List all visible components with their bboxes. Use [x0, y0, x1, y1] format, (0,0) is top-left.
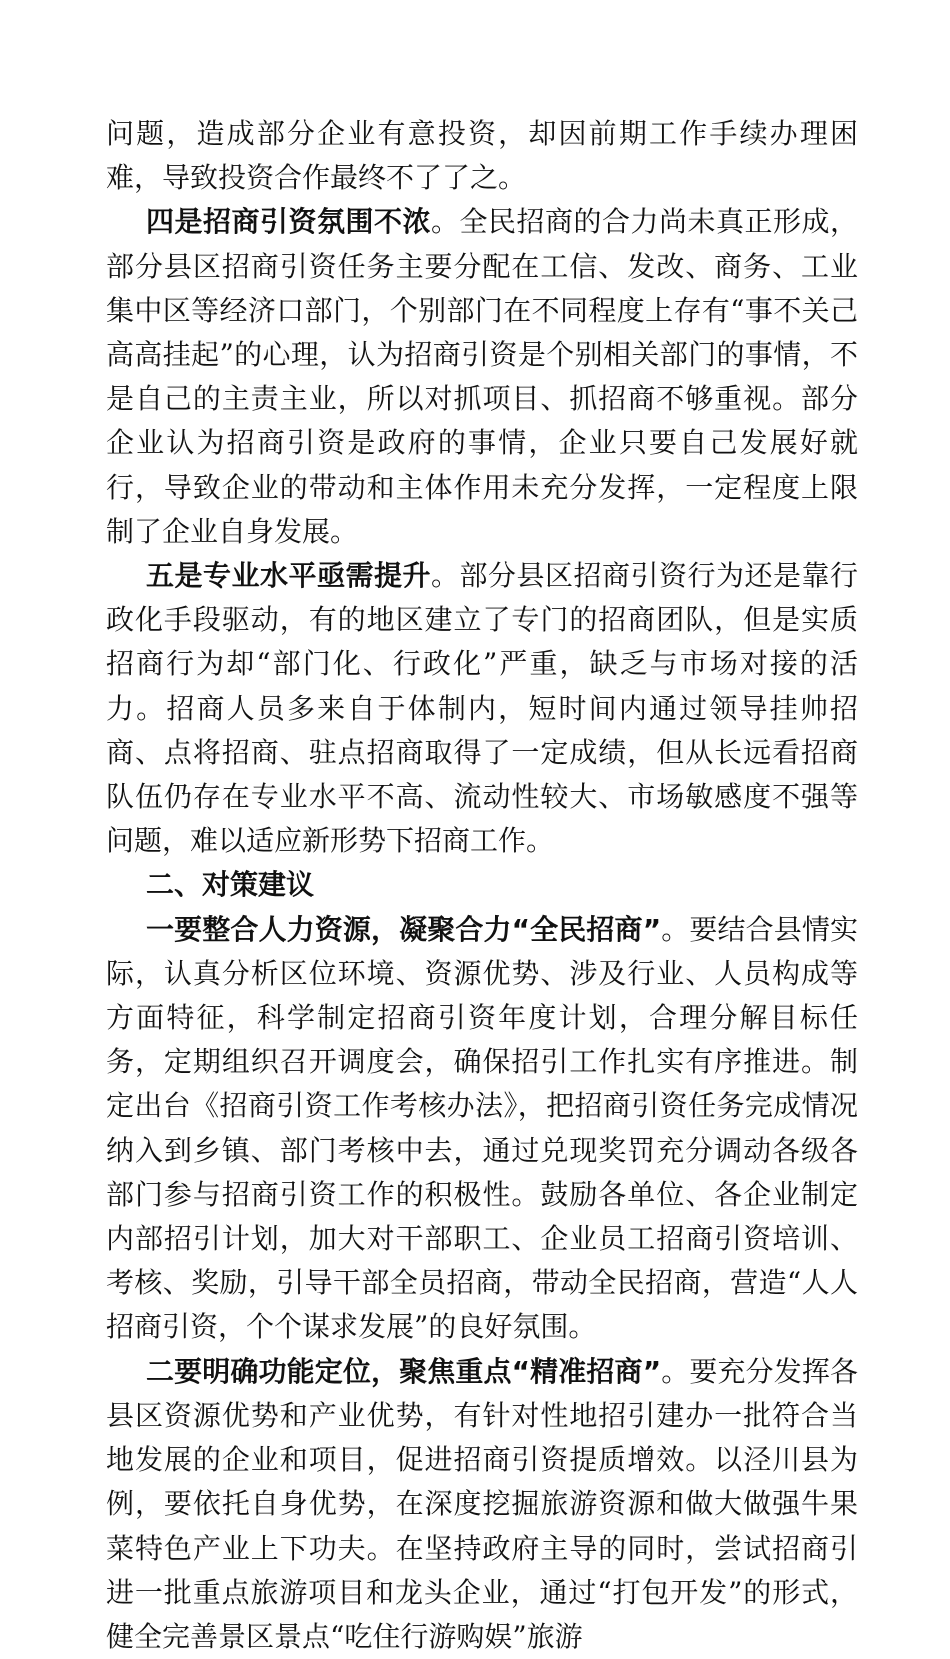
- paragraph-precise-investment: [106, 1350, 858, 1659]
- paragraph-continuation: [106, 112, 858, 200]
- paragraph-text: 问题，造成部分企业有意投资，却因前期工作手续办理困难，导致投资合作最终不了了之。: [106, 117, 858, 195]
- paragraph-lead: 四是招商引资氛围不浓: [146, 205, 431, 239]
- paragraph-text: 。部分县区招商引资行为还是靠行政化手段驱动，有的地区建立了专门的招商团队，但是实质招商行为却“部门化、行政化”严重，缺乏与市场对接的活力。招商人员多来自于体制内，短时间内通过领导挂帅招商、点将招商、驻点招商取得了一定成绩，但从长远看招商队伍仍存在专业水平不高、流动性较大、市场敏感度不强等问题，难以适应新形势下招商工作。: [106, 559, 858, 858]
- paragraph-text: 。全民招商的合力尚未真正形成，部分县区招商引资任务主要分配在工信、发改、商务、工业集中区等经济口部门，个别部门在不同程度上存有“事不关己高高挂起”的心理，认为招商引资是个别相关部门的事情，不是自己的主责主业，所以对抓项目、抓招商不够重视。部分企业认为招商引资是政府的事情，企业只要自己发展好就行，导致企业的带动和主体作用未充分发挥，一定程度上限制了企业自身发展。: [106, 205, 858, 548]
- document-page: [106, 112, 858, 1659]
- paragraph-integrate-resources: [106, 908, 858, 1350]
- paragraph-atmosphere: [106, 200, 858, 554]
- paragraph-lead: 二要明确功能定位，聚焦重点“精准招商”: [146, 1354, 662, 1388]
- paragraph-text: 。要结合县情实际，认真分析区位环境、资源优势、涉及行业、人员构成等方面特征，科学制定招商引资年度计划，合理分解目标任务，定期组织召开调度会，确保招引工作扎实有序推进。制定出台《招商引资工作考核办法》，把招商引资任务完成情况纳入到乡镇、部门考核中去，通过兑现奖罚充分调动各级各部门参与招商引资工作的积极性。鼓励各单位、各企业制定内部招引计划，加大对干部职工、企业员工招商引资培训、考核、奖励，引导干部全员招商，带动全民招商，营造“人人招商引资，个个谋求发展”的良好氛围。: [106, 912, 858, 1344]
- paragraph-professional-level: [106, 554, 858, 863]
- section-heading: 二、对策建议: [146, 868, 315, 902]
- paragraph-lead: 五是专业水平亟需提升: [146, 559, 431, 593]
- paragraph-text: 。要充分发挥各县区资源优势和产业优势，有针对性地招引建办一批符合当地发展的企业和项目，促进招商引资提质增效。以泾川县为例，要依托自身优势，在深度挖掘旅游资源和做大做强牛果菜特色产业上下功夫。在坚持政府主导的同时，尝试招商引进一批重点旅游项目和龙头企业，通过“打包开发”的形式，健全完善景区景点“吃住行游购娱”旅游: [106, 1354, 858, 1653]
- paragraph-lead: 一要整合人力资源，凝聚合力“全民招商”: [146, 912, 662, 946]
